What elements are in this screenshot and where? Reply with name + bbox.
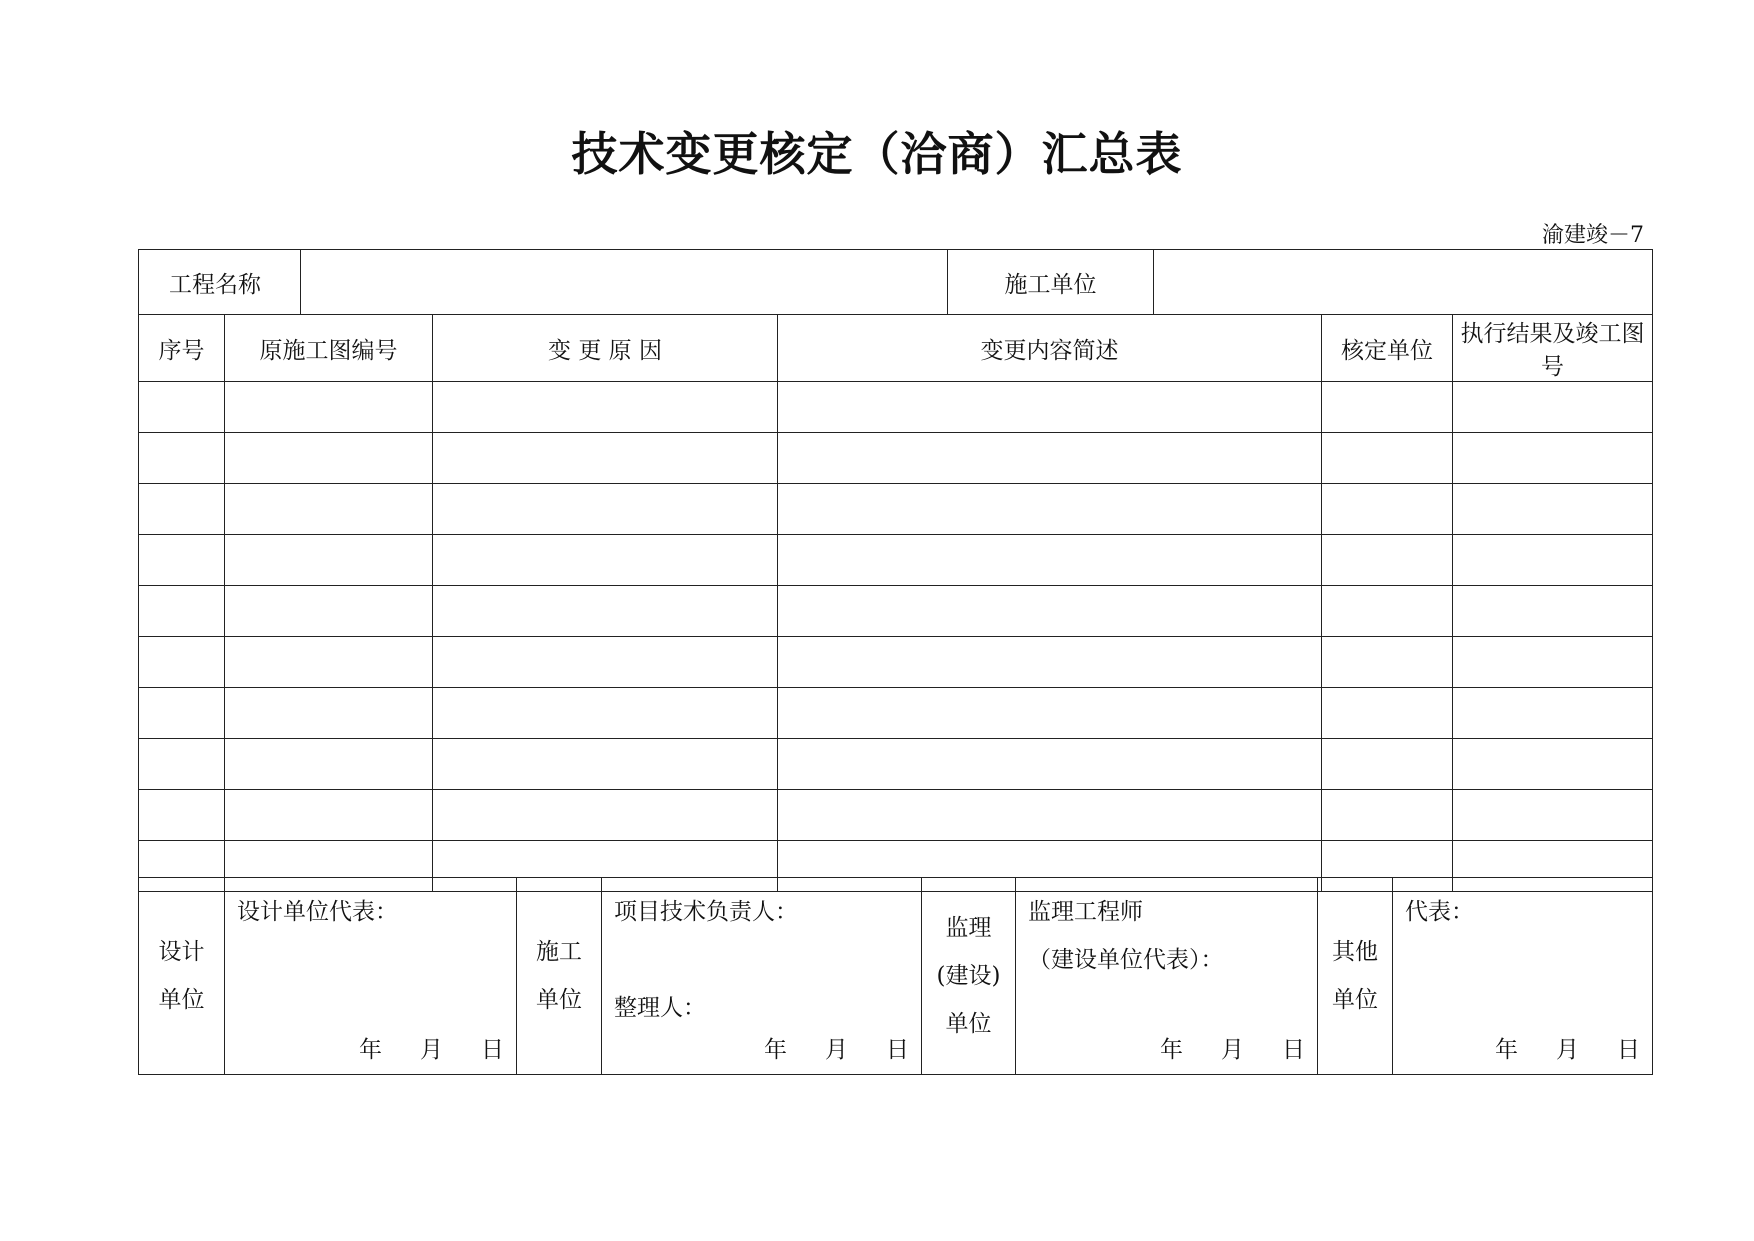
- table-row: [139, 739, 1653, 790]
- cell-change-reason[interactable]: [433, 535, 778, 586]
- cell-approval-unit[interactable]: [1322, 688, 1453, 739]
- construction-unit-label-line1: 施工: [536, 939, 582, 965]
- supervision-unit-signature-cell[interactable]: [1016, 878, 1318, 1075]
- cell-original-drawing-no[interactable]: [225, 739, 433, 790]
- supervision-label-line1: 监理: [945, 915, 992, 941]
- cell-index[interactable]: [139, 433, 225, 484]
- cell-approval-unit[interactable]: [1322, 586, 1453, 637]
- col-header-approval-unit: 核定单位: [1322, 315, 1453, 382]
- cell-original-drawing-no[interactable]: [225, 535, 433, 586]
- other-date: 年 月 日: [1495, 1037, 1640, 1063]
- table-row: [139, 433, 1653, 484]
- col-header-index: 序号: [139, 315, 225, 382]
- cell-change-summary[interactable]: [778, 739, 1322, 790]
- cell-approval-unit[interactable]: [1322, 433, 1453, 484]
- cell-original-drawing-no[interactable]: [225, 790, 433, 841]
- cell-original-drawing-no[interactable]: [225, 637, 433, 688]
- cell-result-and-drawing-no[interactable]: [1453, 739, 1653, 790]
- supervision-unit-label-cell: [922, 878, 1016, 1075]
- cell-approval-unit[interactable]: [1322, 535, 1453, 586]
- cell-change-summary[interactable]: [778, 586, 1322, 637]
- cell-index[interactable]: [139, 739, 225, 790]
- design-unit-label-line1: 设计: [158, 939, 205, 965]
- construction-date: 年 月 日: [764, 1037, 909, 1063]
- cell-index[interactable]: [139, 484, 225, 535]
- cell-change-summary[interactable]: [778, 382, 1322, 433]
- cell-approval-unit[interactable]: [1322, 637, 1453, 688]
- cell-change-reason[interactable]: [433, 484, 778, 535]
- table-row: [139, 382, 1653, 433]
- table-row: [139, 535, 1653, 586]
- design-unit-label-line2: 单位: [158, 987, 205, 1013]
- cell-approval-unit[interactable]: [1322, 382, 1453, 433]
- cell-change-summary[interactable]: [778, 433, 1322, 484]
- cell-change-reason[interactable]: [433, 586, 778, 637]
- cell-original-drawing-no[interactable]: [225, 433, 433, 484]
- cell-result-and-drawing-no[interactable]: [1453, 637, 1653, 688]
- supervision-date: 年 月 日: [1160, 1037, 1305, 1063]
- supervision-label-line3: 单位: [945, 1011, 992, 1037]
- table-row: [139, 688, 1653, 739]
- cell-index[interactable]: [139, 535, 225, 586]
- cell-approval-unit[interactable]: [1322, 739, 1453, 790]
- cell-change-reason[interactable]: [433, 688, 778, 739]
- cell-index[interactable]: [139, 688, 225, 739]
- cell-change-summary[interactable]: [778, 535, 1322, 586]
- cell-result-and-drawing-no[interactable]: [1453, 433, 1653, 484]
- cell-index[interactable]: [139, 790, 225, 841]
- cell-approval-unit[interactable]: [1322, 790, 1453, 841]
- cell-index[interactable]: [139, 382, 225, 433]
- cell-change-reason[interactable]: [433, 790, 778, 841]
- col-header-original-drawing-no: 原施工图编号: [225, 315, 433, 382]
- construction-unit-field[interactable]: [1154, 250, 1653, 315]
- signature-table: [138, 877, 1653, 1075]
- table-row: [139, 790, 1653, 841]
- cell-result-and-drawing-no[interactable]: [1453, 484, 1653, 535]
- tech-lead-label: 项目技术负责人：: [614, 899, 798, 925]
- cell-change-reason[interactable]: [433, 637, 778, 688]
- cell-index[interactable]: [139, 586, 225, 637]
- supervision-engineer-label: 监理工程师: [1028, 899, 1143, 925]
- project-info-row: [139, 250, 1653, 315]
- cell-original-drawing-no[interactable]: [225, 484, 433, 535]
- design-unit-signature-cell[interactable]: [225, 878, 517, 1075]
- cell-result-and-drawing-no[interactable]: [1453, 586, 1653, 637]
- other-rep-label: 代表：: [1405, 899, 1474, 925]
- construction-unit-label: 施工单位: [948, 250, 1154, 315]
- table-row: [139, 586, 1653, 637]
- col-header-change-reason: 变 更 原 因: [433, 315, 778, 382]
- construction-unit-label-cell: [517, 878, 602, 1075]
- table-row: [139, 637, 1653, 688]
- project-name-label: 工程名称: [139, 250, 301, 315]
- signature-row: [139, 878, 1653, 1075]
- table-row: [139, 484, 1653, 535]
- cell-original-drawing-no[interactable]: [225, 382, 433, 433]
- form-number: 渝建竣－7: [1542, 223, 1644, 248]
- project-name-field[interactable]: [301, 250, 948, 315]
- cell-original-drawing-no[interactable]: [225, 688, 433, 739]
- construction-unit-signature-cell[interactable]: [602, 878, 922, 1075]
- cell-change-reason[interactable]: [433, 739, 778, 790]
- cell-result-and-drawing-no[interactable]: [1453, 790, 1653, 841]
- other-unit-label-cell: [1318, 878, 1393, 1075]
- cell-index[interactable]: [139, 637, 225, 688]
- cell-change-summary[interactable]: [778, 688, 1322, 739]
- construction-unit-label-line2: 单位: [536, 987, 582, 1013]
- supervision-label-line2: (建设): [936, 963, 1001, 989]
- cell-change-summary[interactable]: [778, 484, 1322, 535]
- design-rep-label: 设计单位代表：: [237, 899, 398, 925]
- compiler-label: 整理人：: [614, 995, 706, 1021]
- col-header-change-summary: 变更内容简述: [778, 315, 1322, 382]
- cell-result-and-drawing-no[interactable]: [1453, 382, 1653, 433]
- cell-change-summary[interactable]: [778, 790, 1322, 841]
- cell-original-drawing-no[interactable]: [225, 586, 433, 637]
- change-summary-table: [138, 249, 1653, 892]
- cell-change-reason[interactable]: [433, 433, 778, 484]
- cell-change-summary[interactable]: [778, 637, 1322, 688]
- cell-change-reason[interactable]: [433, 382, 778, 433]
- form-title: 技术变更核定（洽商）汇总表: [571, 127, 1183, 181]
- table-header-row: [139, 315, 1653, 382]
- cell-result-and-drawing-no[interactable]: [1453, 535, 1653, 586]
- col-header-result-and-drawing-no: 执行结果及竣工图号: [1453, 315, 1653, 382]
- cell-result-and-drawing-no[interactable]: [1453, 688, 1653, 739]
- other-unit-label-line1: 其他: [1332, 939, 1378, 965]
- owner-rep-label: （建设单位代表）：: [1028, 947, 1224, 973]
- other-unit-label-line2: 单位: [1332, 987, 1378, 1013]
- design-unit-label-cell: [139, 878, 225, 1075]
- other-unit-signature-cell[interactable]: [1393, 878, 1653, 1075]
- cell-approval-unit[interactable]: [1322, 484, 1453, 535]
- design-date: 年 月 日: [359, 1037, 504, 1063]
